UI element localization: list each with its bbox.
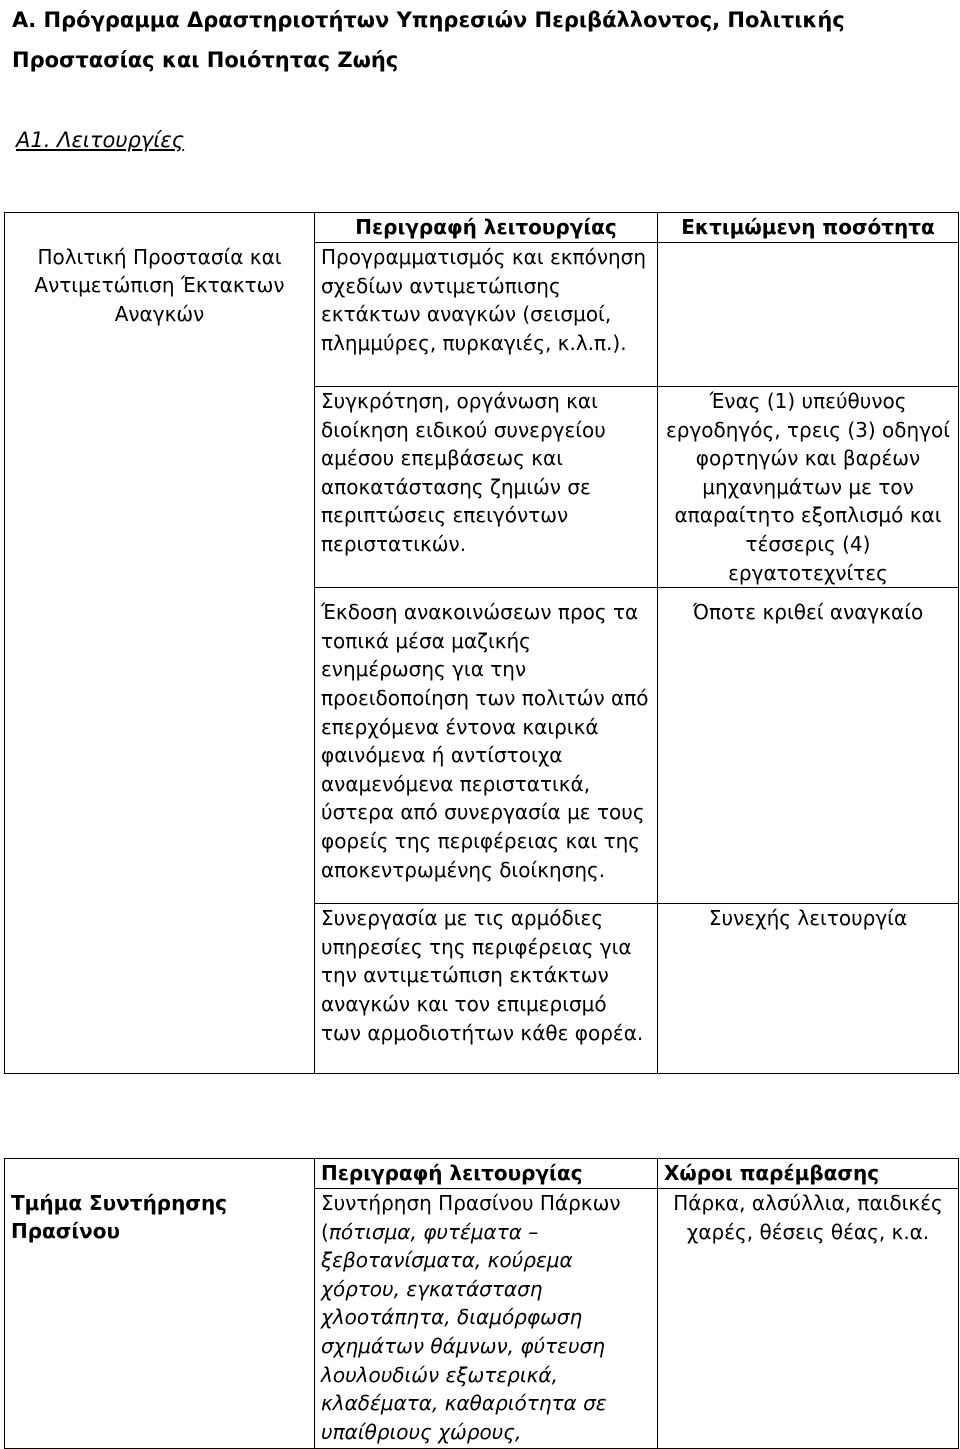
category-cell-top bbox=[5, 213, 315, 243]
row-4-quantity: Συνεχής λειτουργία bbox=[658, 904, 959, 1074]
header-area: Χώροι παρέμβασης bbox=[658, 1159, 959, 1189]
row-area: Πάρκα, αλσύλλια, παιδικές χαρές, θέσεις θέας, κ.α. bbox=[658, 1189, 959, 1449]
page-heading: Α. Πρόγραμμα Δραστηριοτήτων Υπηρεσιών Περιβάλλοντος, Πολιτικής Προστασίας και Ποιότητας Ζωής bbox=[12, 8, 845, 72]
header-description: Περιγραφή λειτουργίας bbox=[315, 1159, 658, 1189]
description-italic-text: πότισμα, φυτέματα – ξεβοτανίσματα, κούρεμα χόρτου, εγκατάσταση χλοοτάπητα, διαμόρφωση σχημάτων θάμνων, φύτευση λουλουδιών εξωτερικά, κλαδέματα, καθαριότητα σε υπαίθριους χώρους, bbox=[321, 1219, 607, 1444]
row-1-quantity bbox=[658, 243, 959, 387]
row-4-description: Συνεργασία με τις αρμόδιες υπηρεσίες της περιφέρειας για την αντιμετώπιση εκτάκτων αναγκών και τον επιμερισμό των αρμοδιοτήτων κάθε φορέα. bbox=[315, 904, 658, 1074]
description-text: Συντήρηση Πρασίνου Πάρκων ( bbox=[321, 1191, 621, 1244]
row-2-quantity: Ένας (1) υπεύθυνος εργοδηγός, τρεις (3) οδηγοί φορτηγών και βαρέων μηχανημάτων με τον απαραίτητο εξοπλισμό και τέσσερις (4) εργατοτεχνίτες bbox=[658, 387, 959, 588]
row-description bbox=[315, 1189, 658, 1449]
category-label: Πολιτική Προστασία και Αντιμετώπιση Έκτακτων Αναγκών bbox=[34, 244, 285, 326]
civil-protection-table bbox=[4, 212, 959, 1074]
green-maintenance-table bbox=[4, 1158, 959, 1449]
section-subheading: Α1. Λειτουργίες bbox=[16, 128, 185, 152]
row-3-description: Έκδοση ανακοινώσεων προς τα τοπικά μέσα μαζικής ενημέρωσης για την προειδοποίηση των πολιτών από επερχόμενα έντονα καιρικά φαινόμενα ή αντίστοιχα αναμενόμενα περιστατικά, ύστερα από συνεργασία με τους φορείς της περιφέρειας και της αποκεντρωμένης διοίκησης. bbox=[315, 588, 658, 904]
row-1-description: Προγραμματισμός και εκπόνηση σχεδίων αντιμετώπισης εκτάκτων αναγκών (σεισμοί, πλημμύρες, πυρκαγιές, κ.λ.π.). bbox=[315, 243, 658, 387]
row-2-description: Συγκρότηση, οργάνωση και διοίκηση ειδικού συνεργείου αμέσου επεμβάσεως και αποκατάστασης ζημιών σε περιπτώσεις επειγόντων περιστατικών. bbox=[315, 387, 658, 588]
header-description: Περιγραφή λειτουργίας bbox=[315, 213, 658, 243]
category-cell bbox=[5, 243, 315, 1074]
row-3-quantity: Όποτε κριθεί αναγκαίο bbox=[658, 588, 959, 904]
header-quantity: Εκτιμώμενη ποσότητα bbox=[658, 213, 959, 243]
category-cell-top bbox=[5, 1159, 315, 1189]
category-cell: Τμήμα Συντήρησης Πρασίνου bbox=[5, 1189, 315, 1449]
